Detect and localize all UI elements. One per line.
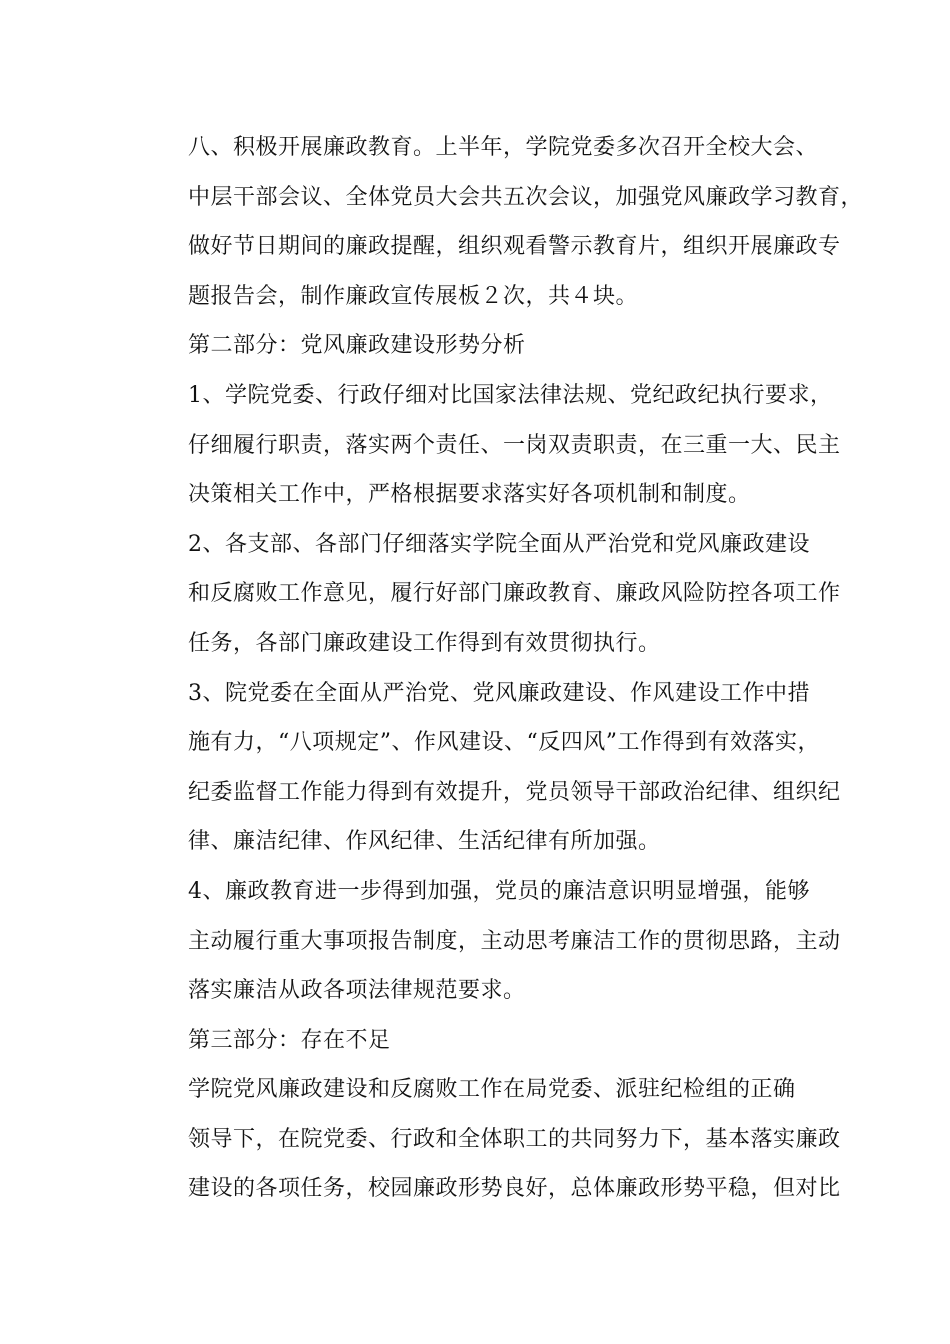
- text-line: 纪委监督工作能力得到有效提升，党员领导干部政治纪律、组织纪: [188, 779, 841, 805]
- text-line: 八、积极开展廉政教育。上半年，学院党委多次召开全校大会、: [188, 135, 819, 160]
- text-line: 领导下，在院党委、行政和全体职工的共同努力下，基本落实廉政: [188, 1126, 841, 1152]
- text-line: 落实廉洁从政各项法律规范要求。: [188, 978, 526, 1004]
- text-line: 主动履行重大事项报告制度，主动思考廉洁工作的贯彻思路，主动: [188, 928, 841, 954]
- text-line: 4、廉政教育进一步得到加强，党员的廉洁意识明显增强，能够: [188, 878, 810, 904]
- paragraph-shortcomings: [144, 1065, 841, 1214]
- text-line: 做好节日期间的廉政提醒，组织观看警示教育片，组织开展廉政专: [188, 234, 841, 260]
- section-heading-part-two: [144, 321, 824, 371]
- text-line: 律、廉洁纪律、作风纪律、生活纪律有所加强。: [188, 829, 661, 855]
- text-line: 1、学院党委、行政仔细对比国家法律法规、党纪政纪执行要求，: [188, 382, 833, 408]
- text-line: 题报告会，制作廉政宣传展板２次，共４块。: [188, 283, 639, 309]
- text-line: 第三部分：存在不足: [188, 1027, 391, 1053]
- text-line: 第二部分：党风廉政建设形势分析: [188, 333, 526, 359]
- text-line: 3、院党委在全面从严治党、党风廉政建设、作风建设工作中措: [188, 680, 810, 706]
- section-heading-part-three: [144, 1016, 824, 1066]
- text-line: 建设的各项任务，校园廉政形势良好，总体廉政形势平稳，但对比: [188, 1176, 841, 1202]
- text-line: 仔细履行职责，落实两个责任、一岗双责职责，在三重一大、民主: [188, 432, 841, 458]
- paragraph-education: [144, 123, 864, 321]
- text-line: 任务，各部门廉政建设工作得到有效贯彻执行。: [188, 630, 661, 656]
- text-line: 2、各支部、各部门仔细落实学院全面从严治党和党风廉政建设: [188, 531, 810, 557]
- text-line: 和反腐败工作意见，履行好部门廉政教育、廉政风险防控各项工作: [188, 581, 841, 607]
- text-line: 施有力，“八项规定”、作风建设、“反四风”工作得到有效落实，: [188, 730, 820, 756]
- paragraph-item-2: [144, 520, 841, 669]
- paragraph-item-4: [144, 867, 841, 1016]
- document-page: [144, 123, 864, 1214]
- text-line: 中层干部会议、全体党员大会共五次会议，加强党风廉政学习教育，: [188, 184, 864, 210]
- paragraph-item-1: [144, 371, 841, 520]
- paragraph-item-3: [144, 669, 841, 867]
- text-line: 学院党风廉政建设和反腐败工作在局党委、派驻纪检组的正确: [188, 1077, 796, 1103]
- text-line: 决策相关工作中，严格根据要求落实好各项机制和制度。: [188, 482, 751, 508]
